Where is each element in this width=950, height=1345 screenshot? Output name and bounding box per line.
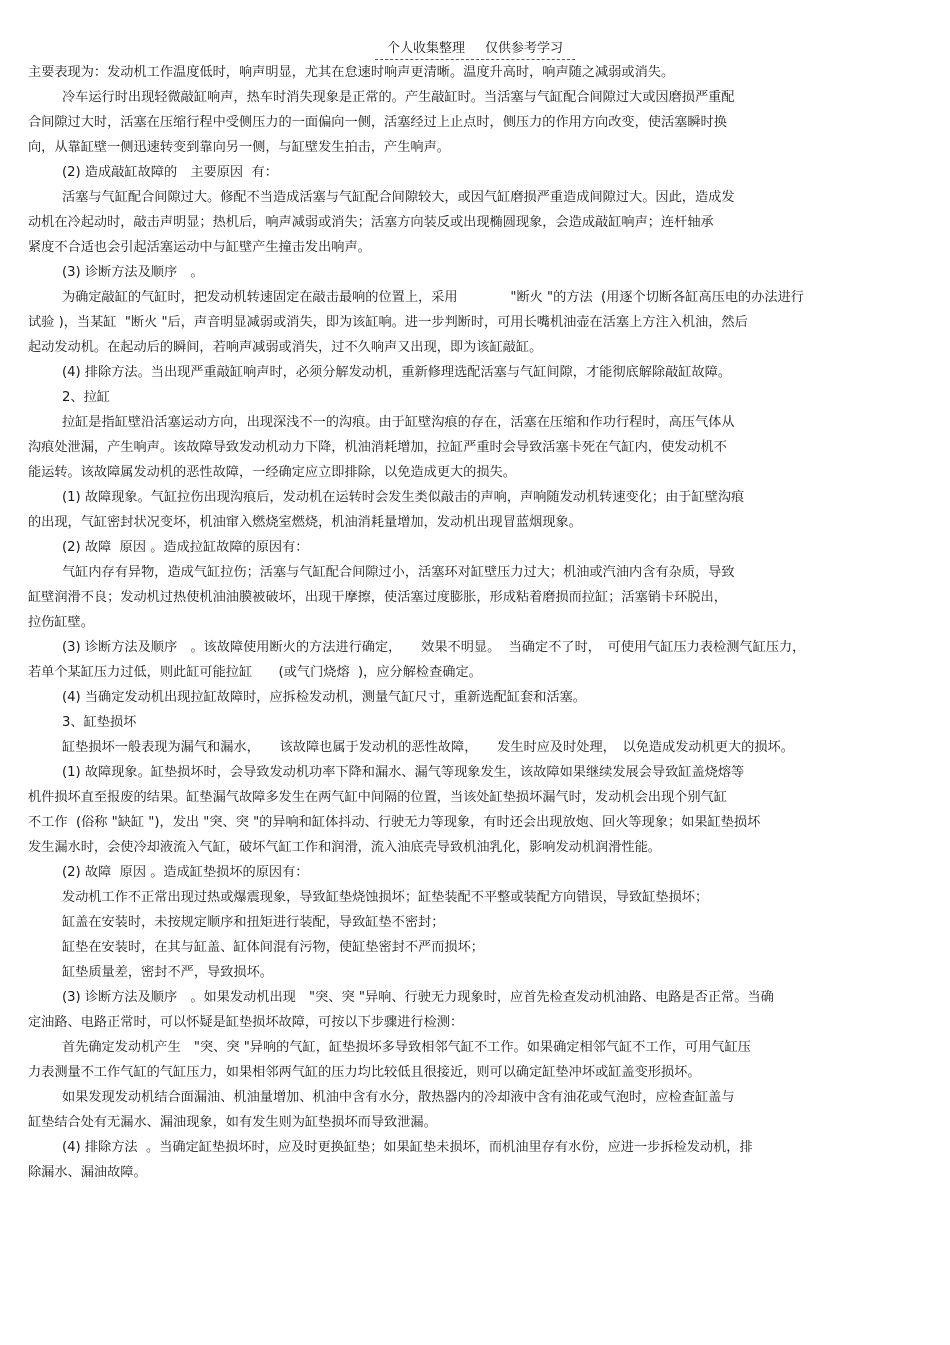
- header-left-text: 个人收集整理: [386, 41, 465, 56]
- text-line: 拉缸是指缸壁沿活塞运动方向，出现深浅不一的沟痕。由于缸壁沟痕的存在，活塞在压缩和作功行程时，高压气体从: [62, 415, 735, 430]
- text-line: 缸垫在安装时，在其与缸盖、缸体间混有污物，使缸垫密封不严而损坏；: [62, 940, 484, 955]
- text-line: 缸垫质量差，密封不严，导致损坏。: [62, 965, 273, 980]
- text-line: 活塞与气缸配合间隙过大。修配不当造成活塞与气缸配合间隙较大，或因气缸磨损严重造成间隙过大。因此，造成发: [62, 190, 735, 205]
- text-line: 发动机工作不正常出现过热或爆震现象，导致缸垫烧蚀损坏；缸垫装配不平整或装配方向错误，导致缸垫损坏；: [62, 890, 709, 905]
- section-heading: 2、拉缸: [62, 390, 110, 405]
- text-line: 缸壁润滑不良；发动机过热使机油油膜被破坏，出现干摩擦，使活塞过度膨胀，形成粘着磨损而拉缸；活塞销卡环脱出，: [28, 590, 727, 605]
- text-line: 能运转。该故障属发动机的恶性故障，一经确定应立即排除，以免造成更大的损失。: [28, 465, 516, 480]
- text-line: 定油路、电路正常时，可以怀疑是缸垫损坏故障，可按以下步骤进行检测：: [28, 1015, 464, 1030]
- text-line: 除漏水、漏油故障。: [28, 1165, 147, 1180]
- text-line: 向，从靠缸壁一侧迅速转变到靠向另一侧，与缸壁发生拍击，产生响声。: [28, 140, 450, 155]
- text-line: 如果发现发动机结合面漏油、机油量增加、机油中含有水分，散热器内的冷却液中含有油花或气泡时，应检查缸盖与: [62, 1090, 735, 1105]
- text-line: 的出现，气缸密封状况变坏，机油窜入燃烧室燃烧，机油消耗量增加，发动机出现冒蓝烟现象。: [28, 515, 582, 530]
- text-line: 不工作 (俗称 "缺缸 ")，发出 "突、突 "的异响和缸体抖动、行驶无力等现象，有时还会出现放炮、回火等现象；如果缸垫损坏: [28, 815, 761, 830]
- text-line: 发生漏水时，会使冷却液流入气缸，破坏气缸工作和润滑，流入油底壳导致机油乳化，影响发动机润滑性能。: [28, 840, 661, 855]
- text-line: 试验 )，当某缸 "断火 "后，声音明显减弱或消失，即为该缸响。进一步判断时，可用长嘴机油壶在活塞上方注入机油，然后: [28, 315, 748, 330]
- text-line: 机件损坏直至报废的结果。缸垫漏气故障多发生在两气缸中间隔的位置，当该处缸垫损坏漏气时，发动机会出现个别气缸: [28, 790, 727, 805]
- text-line: 起动发动机。在起动后的瞬间，若响声减弱或消失，过不久响声又出现，即为该缸敲缸。: [28, 340, 543, 355]
- text-line: (4) 排除方法。当出现严重敲缸响声时，必须分解发动机，重新修理选配活塞与气缸间隙，才能彻底解除敲缸故障。: [62, 365, 732, 380]
- text-line: 首先确定发动机产生 "突、突 "异响的气缸，缸垫损坏多导致相邻气缸不工作。如果确定相邻气缸不工作，可用气缸压: [62, 1040, 751, 1055]
- text-line: (1) 故障现象。缸垫损坏时，会导致发动机功率下降和漏水、漏气等现象发生，该故障如果继续发展会导致缸盖烧熔等: [62, 765, 745, 780]
- text-line: 缸盖在安装时，未按规定顺序和扭矩进行装配，导致缸垫不密封；: [62, 915, 445, 930]
- text-line: (4) 排除方法 。当确定缸垫损坏时，应及时更换缸垫；如果缸垫未损坏，而机油里存有水份，应进一步拆检发动机，排: [62, 1140, 753, 1155]
- header-right-text: 仅供参考学习: [485, 41, 564, 56]
- text-line: (3) 诊断方法及顺序 。如果发动机出现 "突、突 "异响、行驶无力现象时，应首先检查发动机油路、电路是否正常。当确: [62, 990, 774, 1005]
- text-line: (4) 当确定发动机出现拉缸故障时，应拆检发动机，测量气缸尺寸，重新选配缸套和活塞。: [62, 690, 586, 705]
- text-line: 紧度不合适也会引起活塞运动中与缸壁产生撞击发出响声。: [28, 240, 371, 255]
- text-line: 冷车运行时出现轻微敲缸响声，热车时消失现象是正常的。产生敲缸时。当活塞与气缸配合间隙过大或因磨损严重配: [62, 90, 735, 105]
- page-header-inner: [375, 40, 575, 60]
- text-line: 拉伤缸壁。: [28, 615, 94, 630]
- text-line: (2) 故障 原因 。造成缸垫损坏的原因有：: [62, 865, 309, 880]
- text-line: (3) 诊断方法及顺序 。该故障使用断火的方法进行确定， 效果不明显。 当确定不了时， 可使用气缸压力表检测气缸压力，: [62, 640, 806, 655]
- text-line: 缸垫损坏一般表现为漏气和漏水， 该故障也属于发动机的恶性故障， 发生时应及时处理， 以免造成发动机更大的损坏。: [62, 740, 794, 755]
- text-line: 力表测量不工作气缸的气缸压力，如果相邻两气缸的压力均比较低且很接近，则可以确定缸垫冲坏或缸盖变形损坏。: [28, 1065, 701, 1080]
- text-line: (2) 造成敲缸故障的 主要原因 有：: [62, 165, 278, 180]
- text-line: 沟痕处泄漏，产生响声。该故障导致发动机动力下降，机油消耗增加，拉缸严重时会导致活塞卡死在气缸内，使发动机不: [28, 440, 727, 455]
- text-line: (3) 诊断方法及顺序 。: [62, 265, 204, 280]
- text-line: (1) 故障现象。气缸拉伤出现沟痕后，发动机在运转时会发生类似敲击的声响，声响随发动机转速变化；由于缸壁沟痕: [62, 490, 745, 505]
- text-line: (2) 故障 原因 。造成拉缸故障的原因有：: [62, 540, 309, 555]
- text-line: 合间隙过大时，活塞在压缩行程中受侧压力的一面偏向一侧，活塞经过上止点时，侧压力的作用方向改变，使活塞瞬时换: [28, 115, 727, 130]
- text-line: 气缸内存有异物，造成气缸拉伤；活塞与气缸配合间隙过小，活塞环对缸壁压力过大；机油或汽油内含有杂质，导致: [62, 565, 735, 580]
- text-line: 缸垫结合处有无漏水、漏油现象，如有发生则为缸垫损坏而导致泄漏。: [28, 1115, 437, 1130]
- text-line: 主要表现为：发动机工作温度低时，响声明显，尤其在怠速时响声更清晰。温度升高时，响声随之减弱或消失。: [28, 65, 675, 80]
- page-header: [0, 40, 950, 60]
- section-heading: 3、缸垫损坏: [62, 715, 137, 730]
- text-line: 若单个某缸压力过低，则此缸可能拉缸 (或气门烧熔 )，应分解检查确定。: [28, 665, 482, 680]
- text-line: 为确定敲缸的气缸时，把发动机转速固定在敲击最响的位置上，采用 "断火 "的方法 (用逐个切断各缸高压电的办法进行: [62, 290, 804, 305]
- text-line: 动机在冷起动时，敲击声明显；热机后，响声减弱或消失；活塞方向装反或出现椭圆现象，会造成敲缸响声；连杆轴承: [28, 215, 714, 230]
